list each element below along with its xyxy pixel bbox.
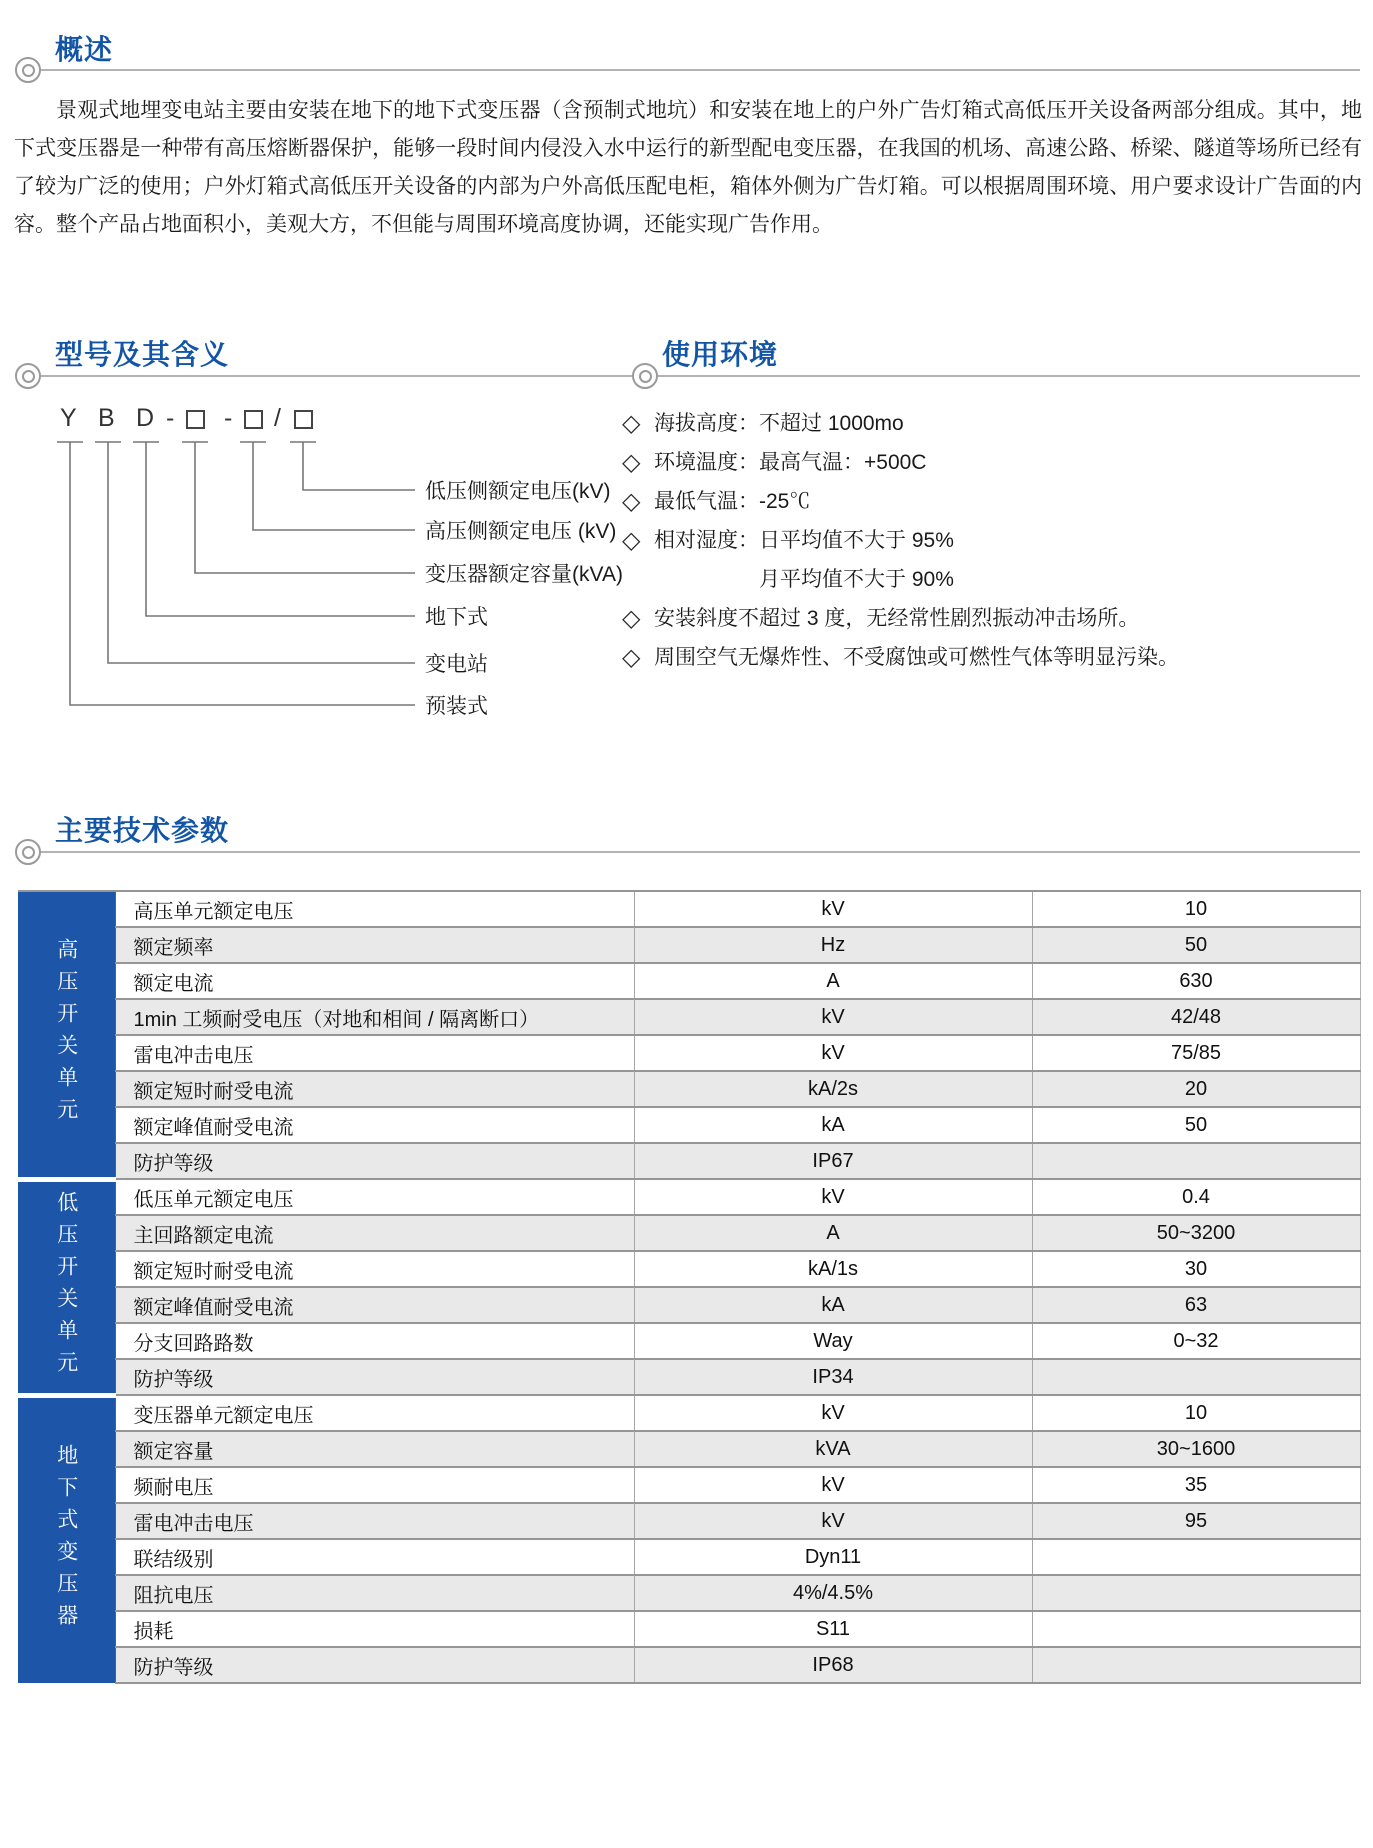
environment-item — [622, 404, 1370, 443]
param-cell: 低压单元额定电压 — [115, 1179, 634, 1215]
table-row — [18, 999, 1360, 1035]
table-row — [18, 1179, 1360, 1215]
overview-section-title: 概述 — [55, 34, 114, 65]
param-cell: 防护等级 — [115, 1647, 634, 1683]
value-cell: 20 — [1032, 1071, 1360, 1107]
section-marker-icon — [15, 839, 41, 865]
unit-cell: A — [634, 1215, 1032, 1251]
unit-cell: kA — [634, 1287, 1032, 1323]
group-name-vertical-label: 地下式变压器 — [54, 1444, 78, 1637]
environment-item — [622, 638, 1370, 677]
unit-cell: kV — [634, 1467, 1032, 1503]
model-meaning-label: 变电站 — [425, 653, 488, 676]
model-code-box — [294, 410, 313, 429]
diamond-bullet-icon: ◇ — [622, 605, 641, 632]
section-divider-line — [22, 851, 1360, 853]
param-cell: 损耗 — [115, 1611, 634, 1647]
param-cell: 额定短时耐受电流 — [115, 1071, 634, 1107]
section-marker-inner-ring — [22, 846, 35, 859]
environment-item — [622, 521, 1370, 560]
connector-line — [195, 442, 415, 573]
table-row — [18, 891, 1360, 927]
value-cell: 50 — [1032, 1107, 1360, 1143]
environment-item-text: 相对湿度：日平均值不大于 95% — [654, 529, 954, 552]
value-cell: 0~32 — [1032, 1323, 1360, 1359]
diamond-bullet-icon: ◇ — [622, 644, 641, 671]
param-cell: 1min 工频耐受电压（对地和相间 / 隔离断口） — [115, 999, 634, 1035]
environment-item-text: 安装斜度不超过 3 度，无经常性剧烈振动冲击场所。 — [654, 607, 1140, 630]
environment-item-text: 月平均值不大于 90% — [759, 568, 954, 591]
table-row — [18, 1395, 1360, 1431]
model-code-box — [244, 410, 263, 429]
group-header-cell — [18, 1179, 115, 1395]
diamond-bullet-icon: ◇ — [622, 488, 641, 515]
table-row — [18, 1611, 1360, 1647]
parameters-table-body — [18, 891, 1360, 1683]
environment-item-text: 周围空气无爆炸性、不受腐蚀或可燃性气体等明显污染。 — [654, 646, 1179, 669]
value-cell: 0.4 — [1032, 1179, 1360, 1215]
connector-line — [108, 442, 415, 663]
value-cell: 630 — [1032, 963, 1360, 999]
table-row — [18, 1143, 1360, 1179]
value-cell: 75/85 — [1032, 1035, 1360, 1071]
model-meaning-label: 预装式 — [425, 695, 488, 718]
param-cell: 分支回路路数 — [115, 1323, 634, 1359]
environment-list — [622, 404, 1370, 677]
value-cell: 35 — [1032, 1467, 1360, 1503]
section-marker-inner-ring — [639, 370, 652, 383]
environment-item — [622, 560, 1370, 599]
environment-item — [622, 599, 1370, 638]
diamond-bullet-icon: ◇ — [622, 449, 641, 476]
value-cell: 42/48 — [1032, 999, 1360, 1035]
table-row — [18, 1575, 1360, 1611]
diamond-bullet-icon: ◇ — [622, 527, 641, 554]
model-code-char: D — [136, 404, 155, 432]
model-code-char: - — [166, 404, 175, 432]
unit-cell: A — [634, 963, 1032, 999]
table-row — [18, 1431, 1360, 1467]
table-row — [18, 1503, 1360, 1539]
param-cell: 频耐电压 — [115, 1467, 634, 1503]
overview-paragraph: 景观式地埋变电站主要由安装在地下的地下式变压器（含预制式地坑）和安装在地上的户外广告灯箱式高低压开关设备两部分组成。其中，地下式变压器是一种带有高压熔断器保护，能够一段时间内侵没入水中运行的新型配电变压器，在我国的机场、高速公路、桥梁、隧道等场所已经有了较为广泛的使用；户外灯箱式高低压开关设备的内部为户外高低压配电柜，箱体外侧为广告灯箱。可以根据周围环境、用户要求设计广告面的内容。整个产品占地面积小，美观大方，不但能与周围环境高度协调，还能实现广告作用。 — [14, 99, 1362, 236]
environment-item-text: 海拔高度：不超过 1000mo — [654, 412, 904, 435]
table-row — [18, 1071, 1360, 1107]
param-cell: 额定短时耐受电流 — [115, 1251, 634, 1287]
section-marker-inner-ring — [22, 64, 35, 77]
param-cell: 额定容量 — [115, 1431, 634, 1467]
environment-item — [622, 443, 1370, 482]
unit-cell: Way — [634, 1323, 1032, 1359]
diamond-bullet-icon: ◇ — [622, 410, 641, 437]
value-cell — [1032, 1611, 1360, 1647]
table-row — [18, 1107, 1360, 1143]
param-cell: 变压器单元额定电压 — [115, 1395, 634, 1431]
section-divider-line — [22, 375, 1360, 377]
param-cell: 额定频率 — [115, 927, 634, 963]
environment-item-text: 最低气温：-25℃ — [654, 490, 811, 513]
model-code-char: / — [274, 404, 281, 432]
param-cell: 雷电冲击电压 — [115, 1035, 634, 1071]
table-row — [18, 1647, 1360, 1683]
value-cell — [1032, 1359, 1360, 1395]
param-cell: 阻抗电压 — [115, 1575, 634, 1611]
unit-cell: kV — [634, 1179, 1032, 1215]
param-cell: 联结级别 — [115, 1539, 634, 1575]
param-cell: 防护等级 — [115, 1359, 634, 1395]
param-cell: 额定电流 — [115, 963, 634, 999]
model-meaning-label: 地下式 — [425, 606, 488, 629]
parameters-section-title: 主要技术参数 — [55, 815, 230, 846]
unit-cell: kA/2s — [634, 1071, 1032, 1107]
unit-cell: S11 — [634, 1611, 1032, 1647]
unit-cell: kA/1s — [634, 1251, 1032, 1287]
table-row — [18, 963, 1360, 999]
unit-cell: IP68 — [634, 1647, 1032, 1683]
param-cell: 主回路额定电流 — [115, 1215, 634, 1251]
value-cell — [1032, 1647, 1360, 1683]
table-row — [18, 1035, 1360, 1071]
unit-cell: Dyn11 — [634, 1539, 1032, 1575]
section-marker-icon — [632, 363, 658, 389]
model-code-char: Y — [60, 404, 77, 432]
model-code-diagram — [0, 398, 623, 728]
section-marker-inner-ring — [22, 370, 35, 383]
table-row — [18, 1251, 1360, 1287]
value-cell: 30 — [1032, 1251, 1360, 1287]
param-cell: 雷电冲击电压 — [115, 1503, 634, 1539]
model-section-title: 型号及其含义 — [55, 339, 230, 370]
table-row — [18, 1287, 1360, 1323]
environment-item-text: 环境温度：最高气温：+500C — [654, 451, 927, 474]
value-cell: 95 — [1032, 1503, 1360, 1539]
group-header-cell — [18, 1395, 115, 1683]
value-cell: 50~3200 — [1032, 1215, 1360, 1251]
connector-line — [253, 442, 415, 530]
model-code-box — [186, 410, 205, 429]
table-row — [18, 1215, 1360, 1251]
parameters-table — [18, 890, 1361, 1684]
unit-cell: IP67 — [634, 1143, 1032, 1179]
value-cell — [1032, 1539, 1360, 1575]
table-row — [18, 1359, 1360, 1395]
value-cell: 50 — [1032, 927, 1360, 963]
section-marker-icon — [15, 363, 41, 389]
value-cell — [1032, 1143, 1360, 1179]
model-code-char: - — [224, 404, 233, 432]
environment-item — [622, 482, 1370, 521]
model-meaning-label: 低压侧额定电压(kV) — [425, 480, 611, 503]
environment-section-title: 使用环境 — [662, 339, 779, 370]
unit-cell: kV — [634, 1035, 1032, 1071]
group-header-cell — [18, 891, 115, 1179]
unit-cell: 4%/4.5% — [634, 1575, 1032, 1611]
table-row — [18, 1539, 1360, 1575]
value-cell: 63 — [1032, 1287, 1360, 1323]
table-row — [18, 927, 1360, 963]
param-cell: 额定峰值耐受电流 — [115, 1107, 634, 1143]
value-cell: 10 — [1032, 1395, 1360, 1431]
unit-cell: kA — [634, 1107, 1032, 1143]
table-row — [18, 1467, 1360, 1503]
connector-line — [146, 442, 415, 616]
unit-cell: kV — [634, 999, 1032, 1035]
group-name-vertical-label: 低压开关单元 — [54, 1191, 78, 1383]
unit-cell: kV — [634, 1395, 1032, 1431]
unit-cell: kV — [634, 891, 1032, 927]
value-cell: 30~1600 — [1032, 1431, 1360, 1467]
table-row — [18, 1323, 1360, 1359]
unit-cell: kV — [634, 1503, 1032, 1539]
param-cell: 高压单元额定电压 — [115, 891, 634, 927]
model-meaning-label: 高压侧额定电压 (kV) — [425, 520, 617, 543]
unit-cell: IP34 — [634, 1359, 1032, 1395]
section-marker-icon — [15, 57, 41, 83]
value-cell — [1032, 1575, 1360, 1611]
group-name-vertical-label: 高压开关单元 — [54, 938, 78, 1131]
model-code-char: B — [98, 404, 115, 432]
connector-line — [303, 442, 415, 490]
param-cell: 额定峰值耐受电流 — [115, 1287, 634, 1323]
param-cell: 防护等级 — [115, 1143, 634, 1179]
unit-cell: Hz — [634, 927, 1032, 963]
model-meaning-label: 变压器额定容量(kVA) — [425, 563, 623, 586]
section-divider-line — [22, 69, 1360, 71]
unit-cell: kVA — [634, 1431, 1032, 1467]
value-cell: 10 — [1032, 891, 1360, 927]
